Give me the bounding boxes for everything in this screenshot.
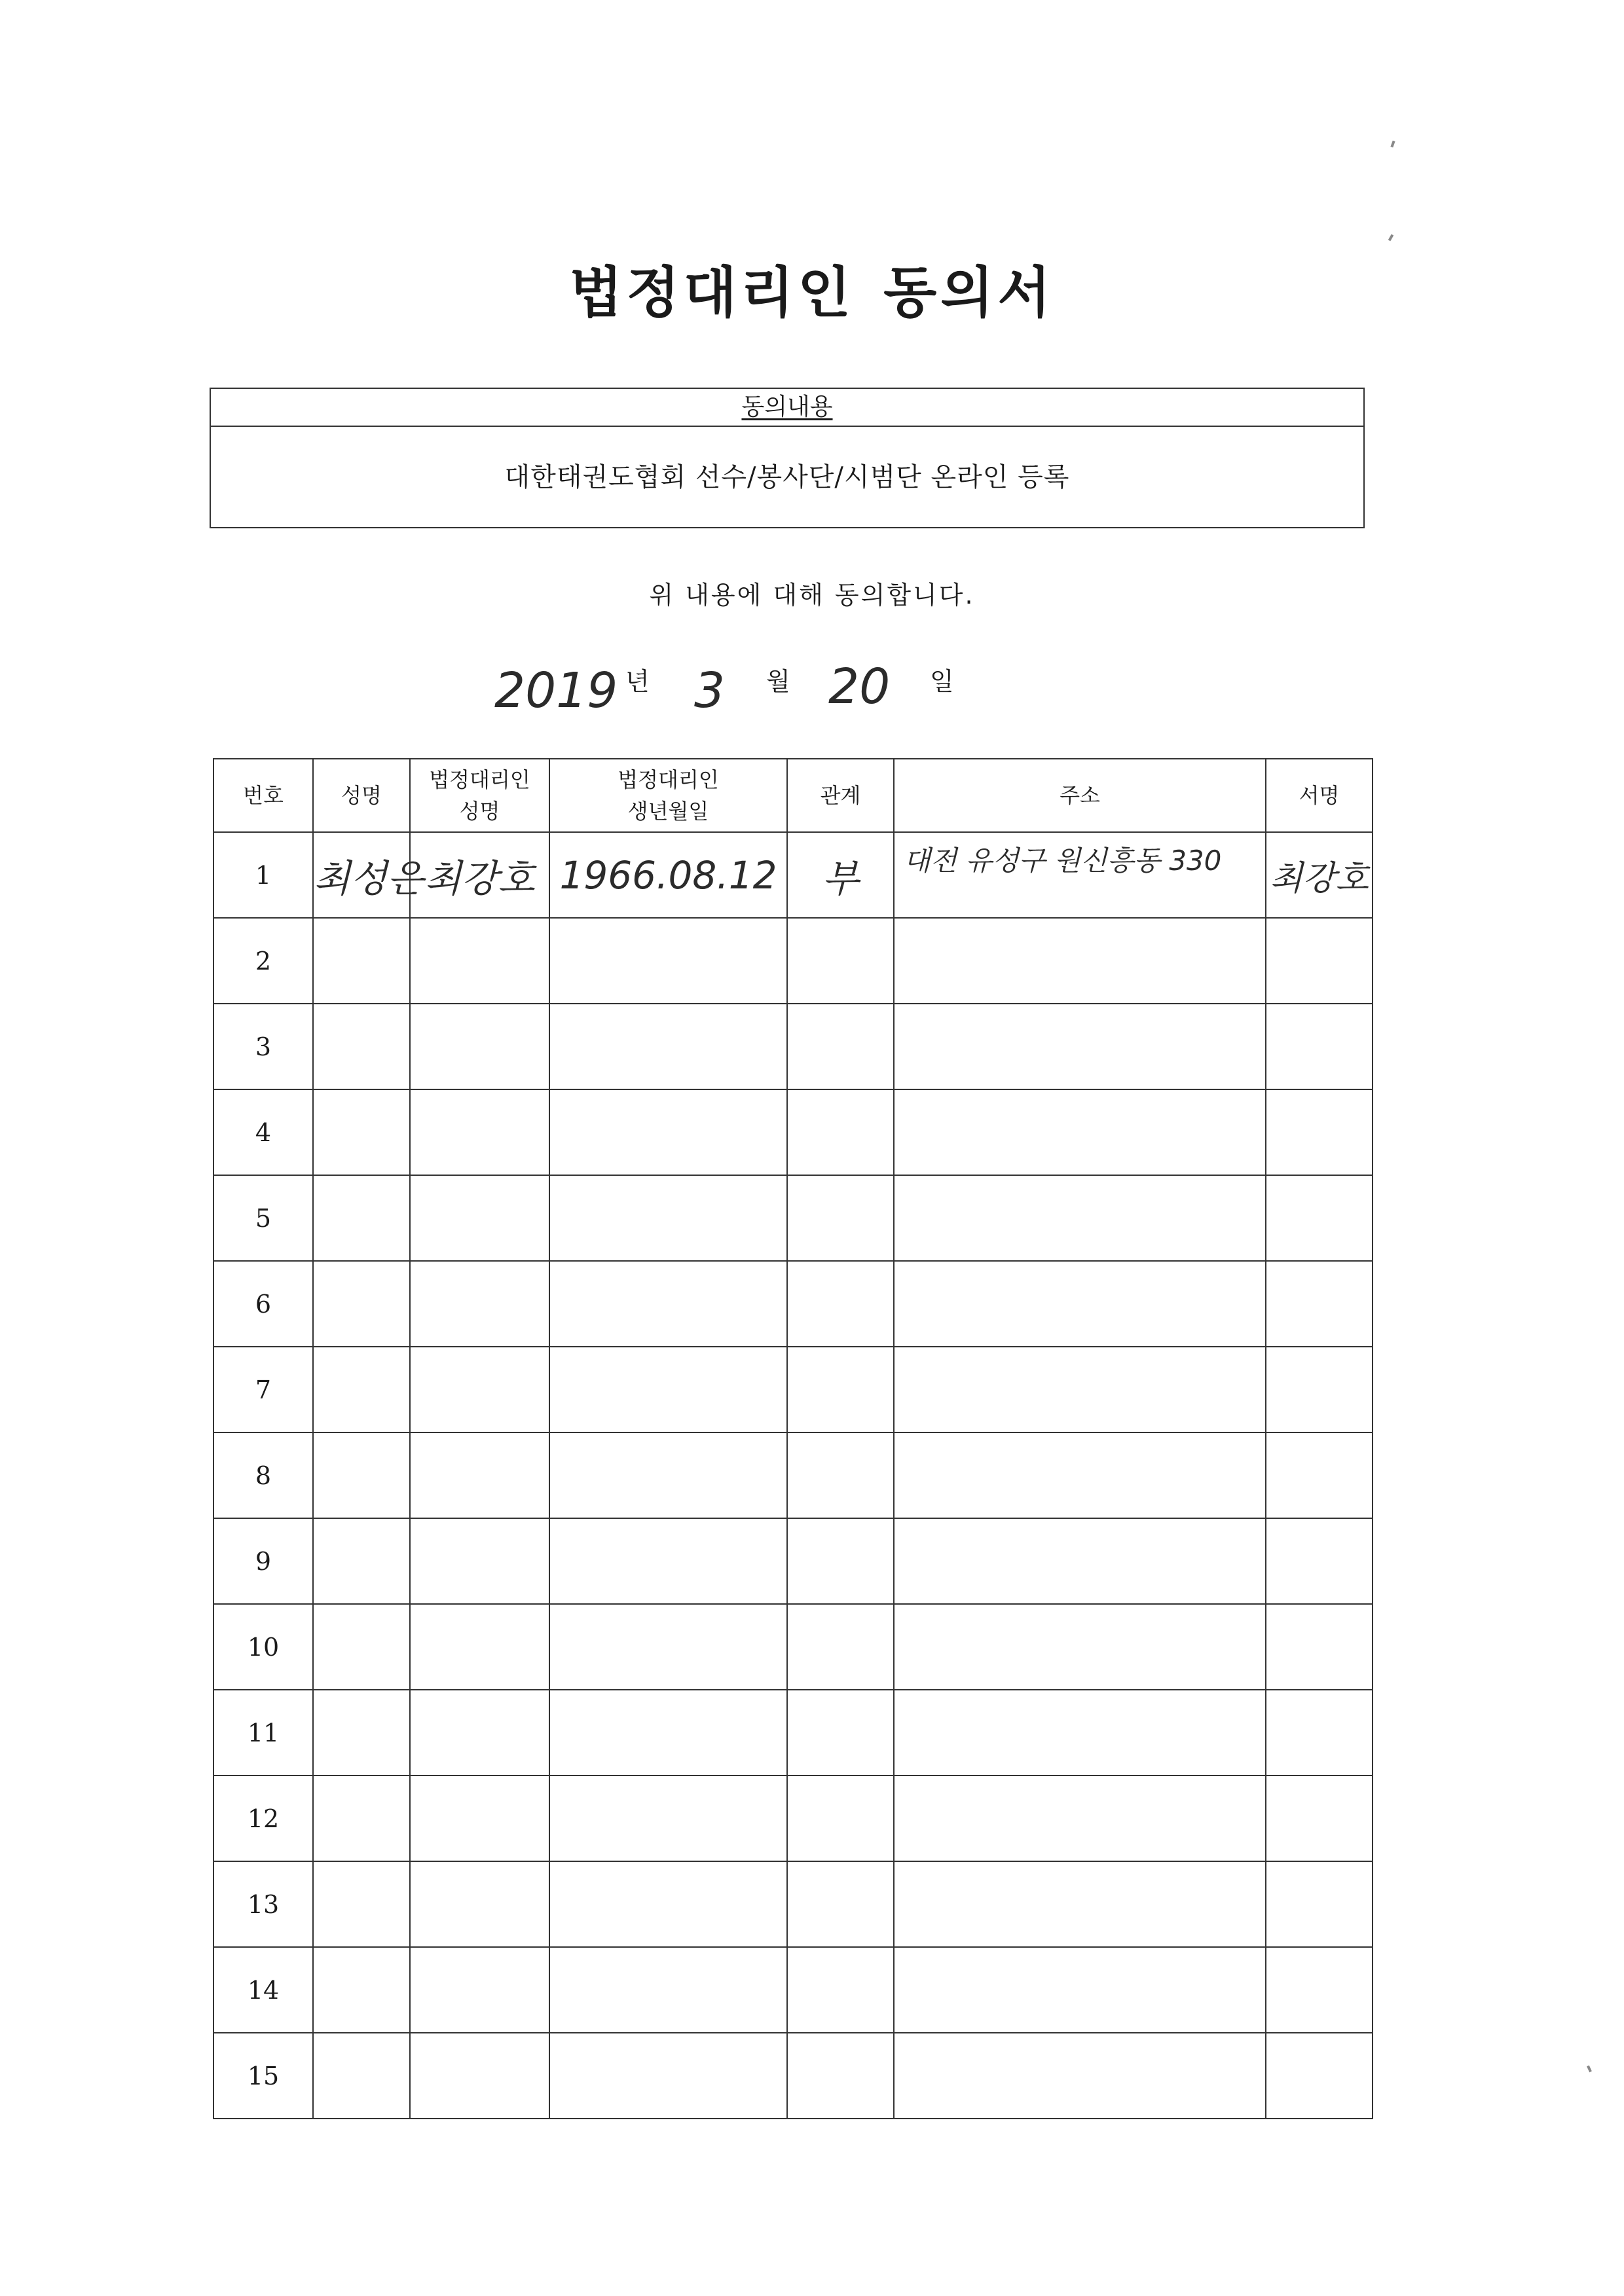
cell-relation xyxy=(787,1432,894,1518)
table-row xyxy=(213,832,1373,918)
cell-signature: 최강호 xyxy=(1266,832,1373,918)
cell-relation xyxy=(787,1089,894,1175)
cell-name xyxy=(313,1432,410,1518)
cell-number: 13 xyxy=(213,1861,313,1947)
cell-number: 8 xyxy=(213,1432,313,1518)
cell-number: 4 xyxy=(213,1089,313,1175)
cell-guardian-name xyxy=(410,1004,549,1089)
cell-address xyxy=(894,1089,1266,1175)
cell-relation xyxy=(787,1947,894,2033)
cell-relation: 부 xyxy=(787,832,894,918)
cell-name xyxy=(313,1604,410,1690)
cell-name xyxy=(313,1947,410,2033)
table-row xyxy=(213,1432,1373,1518)
header-guardian-name-line1: 법정대리인 xyxy=(429,767,530,792)
header-guardian-birth-line1: 법정대리인 xyxy=(618,767,719,792)
cell-number: 9 xyxy=(213,1518,313,1604)
title-word-consent-form: 동의서 xyxy=(883,260,1055,325)
consent-box xyxy=(210,388,1365,528)
cell-signature xyxy=(1266,1518,1373,1604)
cell-guardian-name xyxy=(410,1432,549,1518)
cell-signature xyxy=(1266,1347,1373,1432)
cell-guardian-name xyxy=(410,1089,549,1175)
cell-name xyxy=(313,1347,410,1432)
cell-guardian-name xyxy=(410,1261,549,1347)
cell-guardian-birth: 1966.08.12 xyxy=(549,832,787,918)
cell-signature xyxy=(1266,1604,1373,1690)
cell-guardian-name xyxy=(410,1776,549,1861)
table-row xyxy=(213,918,1373,1004)
cell-guardian-name xyxy=(410,1604,549,1690)
cell-name xyxy=(313,1776,410,1861)
cell-guardian-name xyxy=(410,918,549,1004)
cell-number: 11 xyxy=(213,1690,313,1776)
cell-guardian-birth xyxy=(549,1175,787,1261)
cell-signature xyxy=(1266,1776,1373,1861)
cell-name: 최성은 xyxy=(313,832,410,918)
registration-table xyxy=(213,758,1373,2119)
cell-name xyxy=(313,1518,410,1604)
cell-address xyxy=(894,2033,1266,2119)
table-row xyxy=(213,1347,1373,1432)
date-row xyxy=(485,655,1205,727)
cell-signature xyxy=(1266,2033,1373,2119)
cell-guardian-birth xyxy=(549,1347,787,1432)
cell-signature xyxy=(1266,1261,1373,1347)
agree-statement: 위 내용에 대해 동의합니다. xyxy=(649,581,975,610)
header-signature: 서명 xyxy=(1266,759,1373,832)
header-guardian-name xyxy=(410,759,549,832)
date-day-unit: 일 xyxy=(930,667,954,696)
cell-guardian-birth xyxy=(549,1261,787,1347)
table-row xyxy=(213,1518,1373,1604)
header-guardian-birth-line2: 생년월일 xyxy=(627,799,709,824)
cell-guardian-name xyxy=(410,1690,549,1776)
cell-relation xyxy=(787,918,894,1004)
cell-relation xyxy=(787,2033,894,2119)
page-title xyxy=(0,249,1624,328)
cell-address xyxy=(894,918,1266,1004)
cell-name xyxy=(313,1261,410,1347)
cell-number: 2 xyxy=(213,918,313,1004)
header-guardian-name-line2: 성명 xyxy=(459,799,500,824)
cell-number: 7 xyxy=(213,1347,313,1432)
date-day: 20 xyxy=(828,659,891,715)
cell-address xyxy=(894,1175,1266,1261)
cell-number: 15 xyxy=(213,2033,313,2119)
cell-name xyxy=(313,918,410,1004)
cell-number: 6 xyxy=(213,1261,313,1347)
cell-guardian-birth xyxy=(549,1690,787,1776)
table-row xyxy=(213,1175,1373,1261)
cell-address xyxy=(894,1004,1266,1089)
cell-name xyxy=(313,1690,410,1776)
header-guardian-birth xyxy=(549,759,787,832)
cell-address xyxy=(894,1261,1266,1347)
cell-guardian-birth xyxy=(549,1947,787,2033)
cell-address xyxy=(894,1604,1266,1690)
cell-guardian-birth xyxy=(549,1004,787,1089)
cell-name xyxy=(313,1175,410,1261)
cell-relation xyxy=(787,1347,894,1432)
cell-guardian-name xyxy=(410,2033,549,2119)
cell-signature xyxy=(1266,1089,1373,1175)
table-header-row xyxy=(213,759,1373,832)
cell-number: 1 xyxy=(213,832,313,918)
cell-signature xyxy=(1266,918,1373,1004)
table-row xyxy=(213,1004,1373,1089)
cell-guardian-birth xyxy=(549,1861,787,1947)
header-address: 주소 xyxy=(894,759,1266,832)
cell-guardian-name: 최강호 xyxy=(410,832,549,918)
table-row xyxy=(213,1690,1373,1776)
cell-address xyxy=(894,1861,1266,1947)
cell-name xyxy=(313,1861,410,1947)
cell-relation xyxy=(787,1518,894,1604)
cell-relation xyxy=(787,1175,894,1261)
cell-relation xyxy=(787,1604,894,1690)
scan-speck xyxy=(1388,234,1393,242)
cell-number: 3 xyxy=(213,1004,313,1089)
cell-name xyxy=(313,2033,410,2119)
table-row xyxy=(213,1089,1373,1175)
cell-guardian-name xyxy=(410,1175,549,1261)
date-month-unit: 월 xyxy=(766,667,790,696)
date-month: 3 xyxy=(694,663,726,719)
cell-guardian-birth xyxy=(549,1432,787,1518)
table-row xyxy=(213,1604,1373,1690)
cell-relation xyxy=(787,1776,894,1861)
header-number: 번호 xyxy=(213,759,313,832)
cell-relation xyxy=(787,1861,894,1947)
cell-signature xyxy=(1266,1947,1373,2033)
cell-guardian-birth xyxy=(549,2033,787,2119)
cell-address xyxy=(894,1690,1266,1776)
cell-address: 대전 유성구 원신흥동 330 xyxy=(894,832,1266,918)
cell-address xyxy=(894,1776,1266,1861)
table-row xyxy=(213,1947,1373,2033)
cell-guardian-name xyxy=(410,1347,549,1432)
cell-number: 14 xyxy=(213,1947,313,2033)
cell-signature xyxy=(1266,1432,1373,1518)
scan-speck xyxy=(1587,2066,1592,2073)
cell-address xyxy=(894,1518,1266,1604)
table-row xyxy=(213,2033,1373,2119)
cell-address xyxy=(894,1432,1266,1518)
table-row xyxy=(213,1861,1373,1947)
cell-address xyxy=(894,1347,1266,1432)
cell-relation xyxy=(787,1261,894,1347)
cell-relation xyxy=(787,1690,894,1776)
cell-guardian-birth xyxy=(549,1089,787,1175)
cell-number: 5 xyxy=(213,1175,313,1261)
consent-body: 대한태권도협회 선수/봉사단/시범단 온라인 등록 xyxy=(504,462,1070,492)
cell-signature xyxy=(1266,1175,1373,1261)
cell-guardian-birth xyxy=(549,918,787,1004)
cell-number: 10 xyxy=(213,1604,313,1690)
table-row xyxy=(213,1776,1373,1861)
cell-guardian-birth xyxy=(549,1518,787,1604)
cell-name xyxy=(313,1089,410,1175)
scan-speck xyxy=(1390,141,1395,148)
cell-signature xyxy=(1266,1690,1373,1776)
cell-signature xyxy=(1266,1861,1373,1947)
cell-guardian-name xyxy=(410,1518,549,1604)
cell-guardian-birth xyxy=(549,1776,787,1861)
cell-name xyxy=(313,1004,410,1089)
table-row xyxy=(213,1261,1373,1347)
cell-guardian-name xyxy=(410,1947,549,2033)
table-body xyxy=(213,832,1373,2119)
header-name: 성명 xyxy=(313,759,410,832)
consent-header: 동의내용 xyxy=(211,389,1363,427)
cell-address xyxy=(894,1947,1266,2033)
cell-guardian-name xyxy=(410,1861,549,1947)
cell-signature xyxy=(1266,1004,1373,1089)
cell-number: 12 xyxy=(213,1776,313,1861)
cell-relation xyxy=(787,1004,894,1089)
date-year: 2019 xyxy=(494,663,618,719)
header-relation: 관계 xyxy=(787,759,894,832)
title-word-legal-guardian: 법정대리인 xyxy=(569,260,855,325)
date-year-unit: 년 xyxy=(625,667,650,696)
cell-guardian-birth xyxy=(549,1604,787,1690)
